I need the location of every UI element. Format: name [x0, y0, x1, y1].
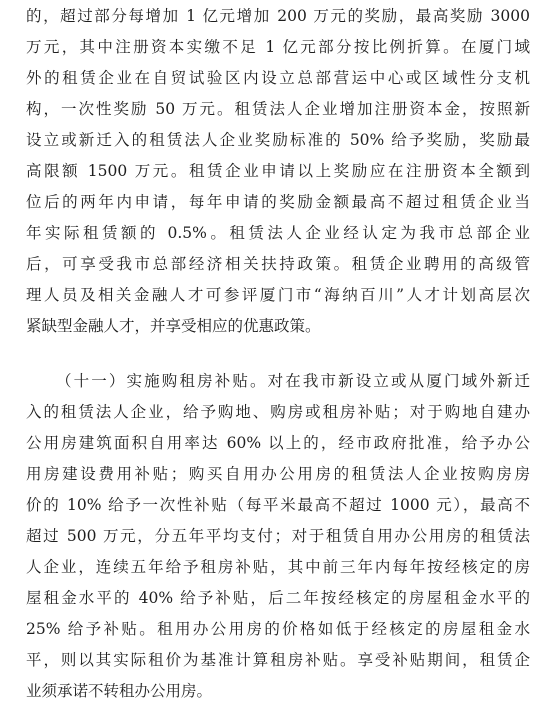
paragraph-line: 价的 10% 给予一次性补贴（每平米最高不超过 1000 元），最高不	[26, 496, 530, 514]
paragraph-line: 位后的两年内申请，每年申请的奖励金额最高不超过租赁企业当	[26, 193, 530, 211]
paragraph-line: 25% 给予补贴。租用办公用房的价格如低于经核定的房屋租金水	[26, 620, 530, 638]
paragraph-line: 平，则以其实际租价为基准计算租房补贴。享受补贴期间，租赁企	[26, 651, 530, 669]
paragraph-line: 构，一次性奖励 50 万元。租赁法人企业增加注册资本金，按照新	[26, 100, 530, 118]
paragraph-line: 年实际租赁额的 0.5%。租赁法人企业经认定为我市总部企业	[26, 224, 530, 242]
paragraph-line: 紧缺型金融人才，并享受相应的优惠政策。	[26, 317, 321, 335]
paragraph-line: 万元，其中注册资本实缴不足 1 亿元部分按比例折算。在厦门域	[26, 38, 530, 56]
paragraph-line: 后，可享受我市总部经济相关扶持政策。租赁企业聘用的高级管	[26, 255, 530, 273]
paragraph-line: 设立或新迁入的租赁法人企业奖励标准的 50% 给予奖励，奖励最	[26, 131, 530, 149]
paragraph-line: 外的租赁企业在自贸试验区内设立总部营运中心或区域性分支机	[26, 69, 530, 87]
paragraph-line: 人企业，连续五年给予租房补贴，其中前三年内每年按经核定的房	[26, 558, 530, 576]
paragraph-line: 入的租赁法人企业，给予购地、购房或租房补贴；对于购地自建办	[26, 403, 530, 421]
paragraph-line: 高限额 1500 万元。租赁企业申请以上奖励应在注册资本全额到	[26, 162, 530, 180]
paragraph-line: 的，超过部分每增加 1 亿元增加 200 万元的奖励，最高奖励 3000	[26, 7, 530, 25]
paragraph-line: 公用房建筑面积自用率达 60% 以上的，经市政府批准，给予办公	[26, 434, 530, 452]
paragraph-line: 理人员及相关金融人才可参评厦门市“海纳百川”人才计划高层次	[26, 286, 530, 304]
paragraph-line: 用房建设费用补贴；购买自用办公用房的租赁法人企业按购房房	[26, 465, 530, 483]
paragraph-line: 超过 500 万元，分五年平均支付；对于租赁自用办公用房的租赁法	[26, 527, 530, 545]
paragraph-line: （十一）实施购租房补贴。对在我市新设立或从厦门域外新迁	[56, 372, 530, 390]
paragraph-line: 屋租金水平的 40% 给予补贴，后二年按经核定的房屋租金水平的	[26, 589, 530, 607]
paragraph-line: 业须承诺不转租办公用房。	[26, 682, 213, 700]
